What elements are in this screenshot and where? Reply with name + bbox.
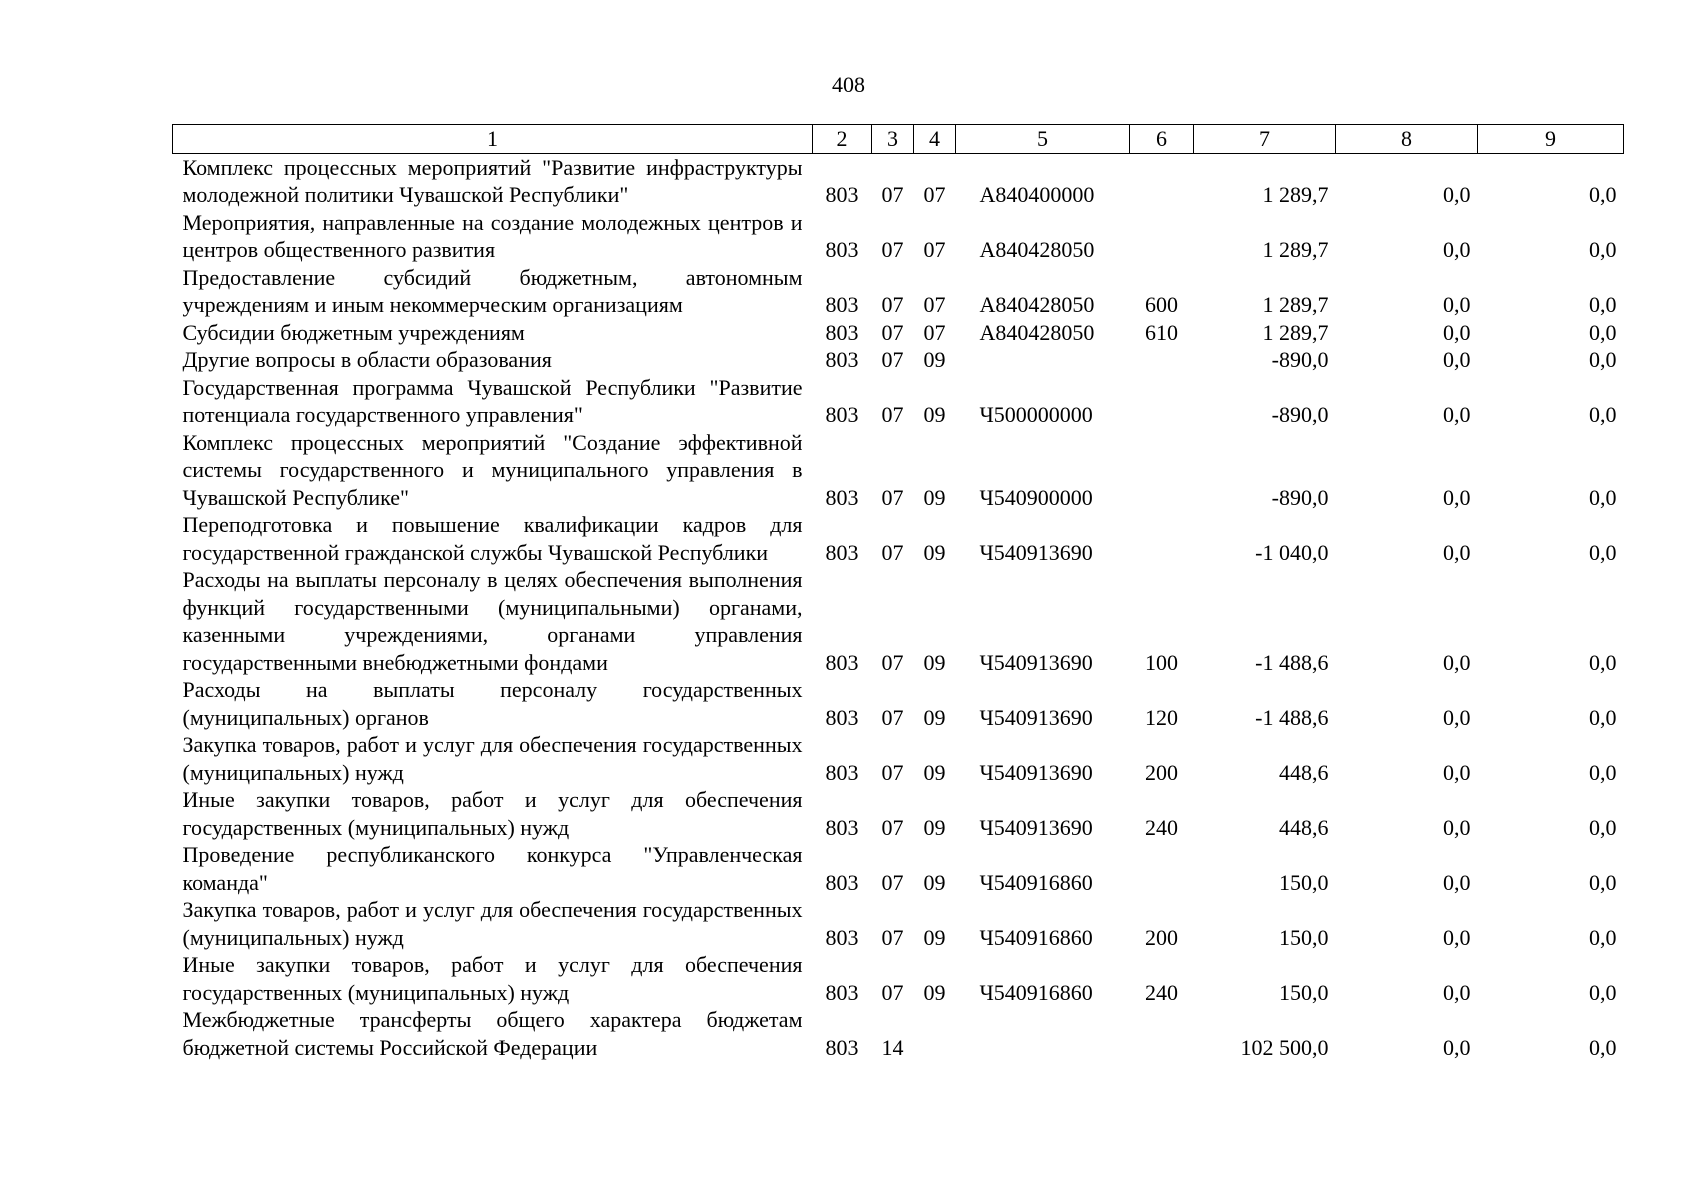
row-name: Закупка товаров, работ и услуг для обеспечения государственных (муниципальных) нужд xyxy=(182,897,803,950)
cell-c6: 240 xyxy=(1145,979,1178,1005)
cell-c4: 07 xyxy=(923,319,946,345)
cell-c8: 0,0 xyxy=(1443,649,1471,675)
cell-c4: 09 xyxy=(923,814,946,840)
cell-c5: Ч540916860 xyxy=(979,924,1093,950)
cell-c6 xyxy=(1130,153,1194,209)
cell-c2: 803 xyxy=(825,539,859,565)
cell-c9: 0,0 xyxy=(1589,869,1617,895)
cell-c2: 803 xyxy=(825,759,859,785)
cell-c9: 0,0 xyxy=(1589,182,1617,207)
cell-c5: Ч540913690 xyxy=(979,649,1093,675)
cell-c7: 150,0 xyxy=(1279,869,1329,895)
row-name: Иные закупки товаров, работ и услуг для обеспечения государственных (муниципальных) нужд xyxy=(182,787,803,840)
cell-c3: 07 xyxy=(881,979,904,1005)
cell-c8: 0,0 xyxy=(1443,347,1471,372)
table-row xyxy=(173,1006,1624,1061)
cell-c9: 0,0 xyxy=(1589,237,1617,262)
cell-c4: 09 xyxy=(923,402,946,427)
cell-c3: 07 xyxy=(881,869,904,895)
cell-c5: Ч540900000 xyxy=(979,484,1093,510)
cell-c8: 0,0 xyxy=(1443,869,1471,895)
cell-c7: 448,6 xyxy=(1279,814,1329,840)
table-row xyxy=(173,566,1624,676)
cell-c3: 07 xyxy=(881,319,904,345)
row-name: Расходы на выплаты персоналу государственных (муниципальных) органов xyxy=(182,677,803,730)
cell-c8: 0,0 xyxy=(1443,402,1471,427)
cell-c5: Ч540916860 xyxy=(979,979,1093,1005)
column-header: 6 xyxy=(1130,125,1194,154)
table-row xyxy=(173,429,1624,512)
cell-c8: 0,0 xyxy=(1443,237,1471,262)
cell-c4: 09 xyxy=(923,924,946,950)
budget-table xyxy=(172,124,1624,1061)
cell-c7: 150,0 xyxy=(1279,924,1329,950)
cell-c6: 600 xyxy=(1145,292,1178,317)
cell-c4: 09 xyxy=(923,649,946,675)
row-name: Мероприятия, направленные на создание молодежных центров и центров общественного развития xyxy=(182,209,803,262)
cell-c4: 07 xyxy=(923,292,946,317)
cell-c7: 1 289,7 xyxy=(1262,319,1329,345)
cell-c3: 07 xyxy=(881,237,904,262)
cell-c8: 0,0 xyxy=(1443,814,1471,840)
cell-c5 xyxy=(956,1006,1130,1061)
cell-c2: 803 xyxy=(825,347,859,372)
cell-c2: 803 xyxy=(825,1034,859,1060)
cell-c6 xyxy=(1130,346,1194,374)
cell-c7: -1 040,0 xyxy=(1255,539,1329,565)
cell-c8: 0,0 xyxy=(1443,484,1471,510)
row-name: Иные закупки товаров, работ и услуг для обеспечения государственных (муниципальных) нужд xyxy=(182,952,803,1005)
cell-c9: 0,0 xyxy=(1589,347,1617,372)
cell-c5: А840400000 xyxy=(979,182,1095,207)
column-header: 7 xyxy=(1194,125,1336,154)
table-row xyxy=(173,951,1624,1006)
row-name: Другие вопросы в области образования xyxy=(182,347,552,372)
cell-c8: 0,0 xyxy=(1443,292,1471,317)
cell-c2: 803 xyxy=(825,869,859,895)
cell-c6 xyxy=(1130,1006,1194,1061)
cell-c8: 0,0 xyxy=(1443,979,1471,1005)
cell-c6 xyxy=(1130,374,1194,429)
cell-c8: 0,0 xyxy=(1443,182,1471,207)
cell-c8: 0,0 xyxy=(1443,704,1471,730)
cell-c4: 09 xyxy=(923,704,946,730)
cell-c8: 0,0 xyxy=(1443,759,1471,785)
row-name: Государственная программа Чувашской Республики "Развитие потенциала государственного управления" xyxy=(182,374,803,427)
cell-c3: 07 xyxy=(881,924,904,950)
cell-c3: 07 xyxy=(881,292,904,317)
cell-c7: -890,0 xyxy=(1271,402,1329,427)
cell-c7: -890,0 xyxy=(1271,484,1329,510)
cell-c4: 09 xyxy=(923,347,946,372)
cell-c9: 0,0 xyxy=(1589,704,1617,730)
cell-c4: 07 xyxy=(923,237,946,262)
row-name: Предоставление субсидий бюджетным, автономным учреждениям и иным некоммерческим организациям xyxy=(182,264,803,317)
table-row xyxy=(173,841,1624,896)
cell-c3: 07 xyxy=(881,759,904,785)
cell-c4: 09 xyxy=(923,484,946,510)
row-name: Субсидии бюджетным учреждениям xyxy=(182,319,525,345)
column-header: 1 xyxy=(173,125,813,154)
table-row xyxy=(173,153,1624,209)
cell-c3: 07 xyxy=(881,649,904,675)
cell-c9: 0,0 xyxy=(1589,814,1617,840)
cell-c8: 0,0 xyxy=(1443,1034,1471,1060)
cell-c9: 0,0 xyxy=(1589,319,1617,345)
page-number: 408 xyxy=(832,72,865,97)
cell-c2: 803 xyxy=(825,649,859,675)
cell-c2: 803 xyxy=(825,182,859,207)
table-row xyxy=(173,346,1624,374)
cell-c7: -890,0 xyxy=(1271,347,1329,372)
cell-c2: 803 xyxy=(825,402,859,427)
cell-c6: 120 xyxy=(1145,704,1178,730)
cell-c5: Ч500000000 xyxy=(979,402,1093,427)
cell-c7: 102 500,0 xyxy=(1240,1034,1329,1060)
cell-c9: 0,0 xyxy=(1589,979,1617,1005)
cell-c6 xyxy=(1130,841,1194,896)
table-row xyxy=(173,264,1624,319)
column-header: 2 xyxy=(813,125,872,154)
cell-c2: 803 xyxy=(825,319,859,345)
cell-c7: 448,6 xyxy=(1279,759,1329,785)
cell-c5: А840428050 xyxy=(979,292,1095,317)
cell-c5: А840428050 xyxy=(979,237,1095,262)
row-name: Проведение республиканского конкурса "Управленческая команда" xyxy=(182,842,803,895)
cell-c5: Ч540916860 xyxy=(979,869,1093,895)
cell-c3: 07 xyxy=(881,539,904,565)
cell-c3: 07 xyxy=(881,484,904,510)
cell-c8: 0,0 xyxy=(1443,539,1471,565)
row-name: Переподготовка и повышение квалификации кадров для государственной гражданской службы Чувашской Республики xyxy=(182,512,803,565)
cell-c4 xyxy=(914,1006,956,1061)
cell-c9: 0,0 xyxy=(1589,292,1617,317)
cell-c5: Ч540913690 xyxy=(979,704,1093,730)
column-header: 8 xyxy=(1336,125,1478,154)
table-row xyxy=(173,731,1624,786)
cell-c4: 09 xyxy=(923,539,946,565)
cell-c9: 0,0 xyxy=(1589,402,1617,427)
cell-c5: Ч540913690 xyxy=(979,759,1093,785)
cell-c2: 803 xyxy=(825,704,859,730)
cell-c7: 150,0 xyxy=(1279,979,1329,1005)
row-name: Комплекс процессных мероприятий "Создание эффективной системы государственного и муниципального управления в Чувашской Республике" xyxy=(182,429,803,510)
table-row xyxy=(173,209,1624,264)
cell-c9: 0,0 xyxy=(1589,649,1617,675)
column-header: 3 xyxy=(872,125,914,154)
cell-c2: 803 xyxy=(825,292,859,317)
cell-c9: 0,0 xyxy=(1589,1034,1617,1060)
header-row xyxy=(173,125,1624,154)
cell-c6: 200 xyxy=(1145,759,1178,785)
table-row xyxy=(173,319,1624,347)
cell-c3: 14 xyxy=(881,1034,904,1060)
cell-c7: 1 289,7 xyxy=(1262,237,1329,262)
cell-c6: 610 xyxy=(1145,319,1178,345)
cell-c2: 803 xyxy=(825,924,859,950)
cell-c7: -1 488,6 xyxy=(1255,704,1329,730)
cell-c7: 1 289,7 xyxy=(1262,182,1329,207)
cell-c6: 200 xyxy=(1145,924,1178,950)
cell-c6 xyxy=(1130,511,1194,566)
cell-c6: 240 xyxy=(1145,814,1178,840)
cell-c5: А840428050 xyxy=(979,319,1095,345)
row-name: Комплекс процессных мероприятий "Развитие инфраструктуры молодежной политики Чувашской Республики" xyxy=(182,154,803,207)
cell-c8: 0,0 xyxy=(1443,319,1471,345)
table-row xyxy=(173,511,1624,566)
cell-c4: 09 xyxy=(923,869,946,895)
cell-c5: Ч540913690 xyxy=(979,539,1093,565)
cell-c2: 803 xyxy=(825,814,859,840)
cell-c2: 803 xyxy=(825,237,859,262)
table-row xyxy=(173,896,1624,951)
row-name: Расходы на выплаты персоналу в целях обеспечения выполнения функций государственными (муниципальными) органами, казенными учреждениями, органами управления государственными внебюджетными фондами xyxy=(182,567,803,675)
column-header: 4 xyxy=(914,125,956,154)
cell-c6 xyxy=(1130,429,1194,512)
cell-c9: 0,0 xyxy=(1589,484,1617,510)
cell-c7: -1 488,6 xyxy=(1255,649,1329,675)
cell-c6 xyxy=(1130,209,1194,264)
cell-c9: 0,0 xyxy=(1589,539,1617,565)
row-name: Закупка товаров, работ и услуг для обеспечения государственных (муниципальных) нужд xyxy=(182,732,803,785)
cell-c4: 07 xyxy=(923,182,946,207)
table-row xyxy=(173,374,1624,429)
cell-c3: 07 xyxy=(881,182,904,207)
cell-c5: Ч540913690 xyxy=(979,814,1093,840)
cell-c2: 803 xyxy=(825,484,859,510)
cell-c3: 07 xyxy=(881,704,904,730)
column-header: 9 xyxy=(1478,125,1624,154)
cell-c6: 100 xyxy=(1145,649,1178,675)
column-header: 5 xyxy=(956,125,1130,154)
row-name: Межбюджетные трансферты общего характера бюджетам бюджетной системы Российской Федерации xyxy=(182,1007,803,1060)
cell-c9: 0,0 xyxy=(1589,924,1617,950)
cell-c5 xyxy=(956,346,1130,374)
table-row xyxy=(173,676,1624,731)
cell-c3: 07 xyxy=(881,347,904,372)
table-row xyxy=(173,786,1624,841)
cell-c3: 07 xyxy=(881,814,904,840)
cell-c4: 09 xyxy=(923,759,946,785)
cell-c9: 0,0 xyxy=(1589,759,1617,785)
cell-c2: 803 xyxy=(825,979,859,1005)
cell-c7: 1 289,7 xyxy=(1262,292,1329,317)
cell-c4: 09 xyxy=(923,979,946,1005)
cell-c3: 07 xyxy=(881,402,904,427)
cell-c8: 0,0 xyxy=(1443,924,1471,950)
